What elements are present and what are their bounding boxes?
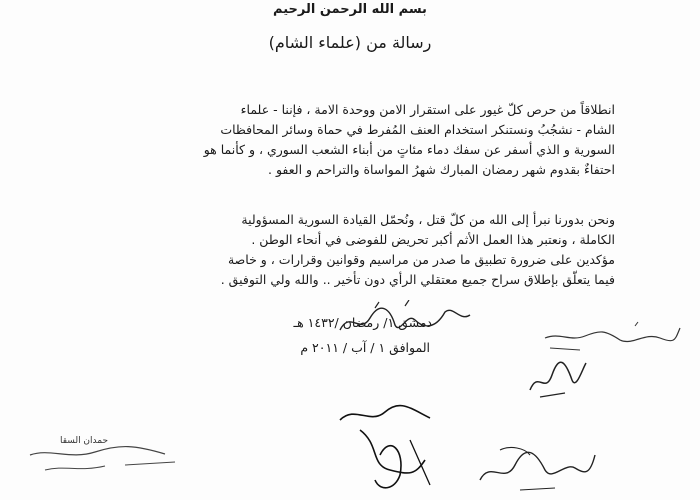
signature-center-top bbox=[335, 300, 475, 340]
letter-title: رسالة من (علماء الشام) bbox=[268, 33, 432, 52]
date-hijri: دمشق ١/ رمضان /١٤٣٢ هـ bbox=[293, 315, 432, 330]
date-gregorian: الموافق ١ / آب / ٢٠١١ م bbox=[300, 340, 430, 355]
paragraph-2-line: الكاملة ، ونعتبر هذا العمل الأثم أكبر تحريض للفوضى في أنحاء الوطن . bbox=[251, 232, 615, 247]
paragraph-1 bbox=[55, 100, 615, 180]
basmala-heading: بسم الله الرحمن الرحيم bbox=[273, 2, 427, 17]
paragraph-1-line: انطلاقاً من حرص كلّ غيور على استقرار الامن ووحدة الامة ، فإننا - علماء bbox=[240, 102, 615, 117]
signature-center-bottom bbox=[330, 400, 445, 495]
signature-caption-left: حمدان السقا bbox=[60, 436, 109, 446]
signature-right-top bbox=[540, 320, 685, 355]
signature-right-bottom bbox=[470, 440, 600, 495]
paragraph-2-line: فيما يتعلّق بإطلاق سراح جميع معتقلي الرأي دون تأخير .. والله ولي التوفيق . bbox=[220, 272, 615, 287]
paragraph-1-line: الشام - نشجُبُ ونستنكر استخدام العنف المُفرط في حماة وسائر المحافظات bbox=[220, 122, 615, 137]
signature-right-middle bbox=[520, 355, 590, 400]
paragraph-2-line: ونحن بدورنا نبرأ إلى الله من كلّ قتل ، ونُحمّل القيادة السورية المسؤولية bbox=[241, 212, 615, 227]
paragraph-2-line: مؤكدين على ضرورة تطبيق ما صدر من مراسيم وقوانين وقرارات ، و خاصة bbox=[227, 252, 615, 267]
paragraph-1-line: السورية و الذي أسفر عن سفك دماء مئاتٍ من أبناء الشعب السوري ، و كأنما هو bbox=[203, 142, 615, 157]
signature-left-bottom bbox=[25, 420, 185, 480]
paragraph-2 bbox=[95, 210, 615, 290]
paragraph-1-line: احتفاءٌ بقدوم شهر رمضان المبارك شهرُ المواساة والتراحم و العفو . bbox=[268, 162, 615, 177]
